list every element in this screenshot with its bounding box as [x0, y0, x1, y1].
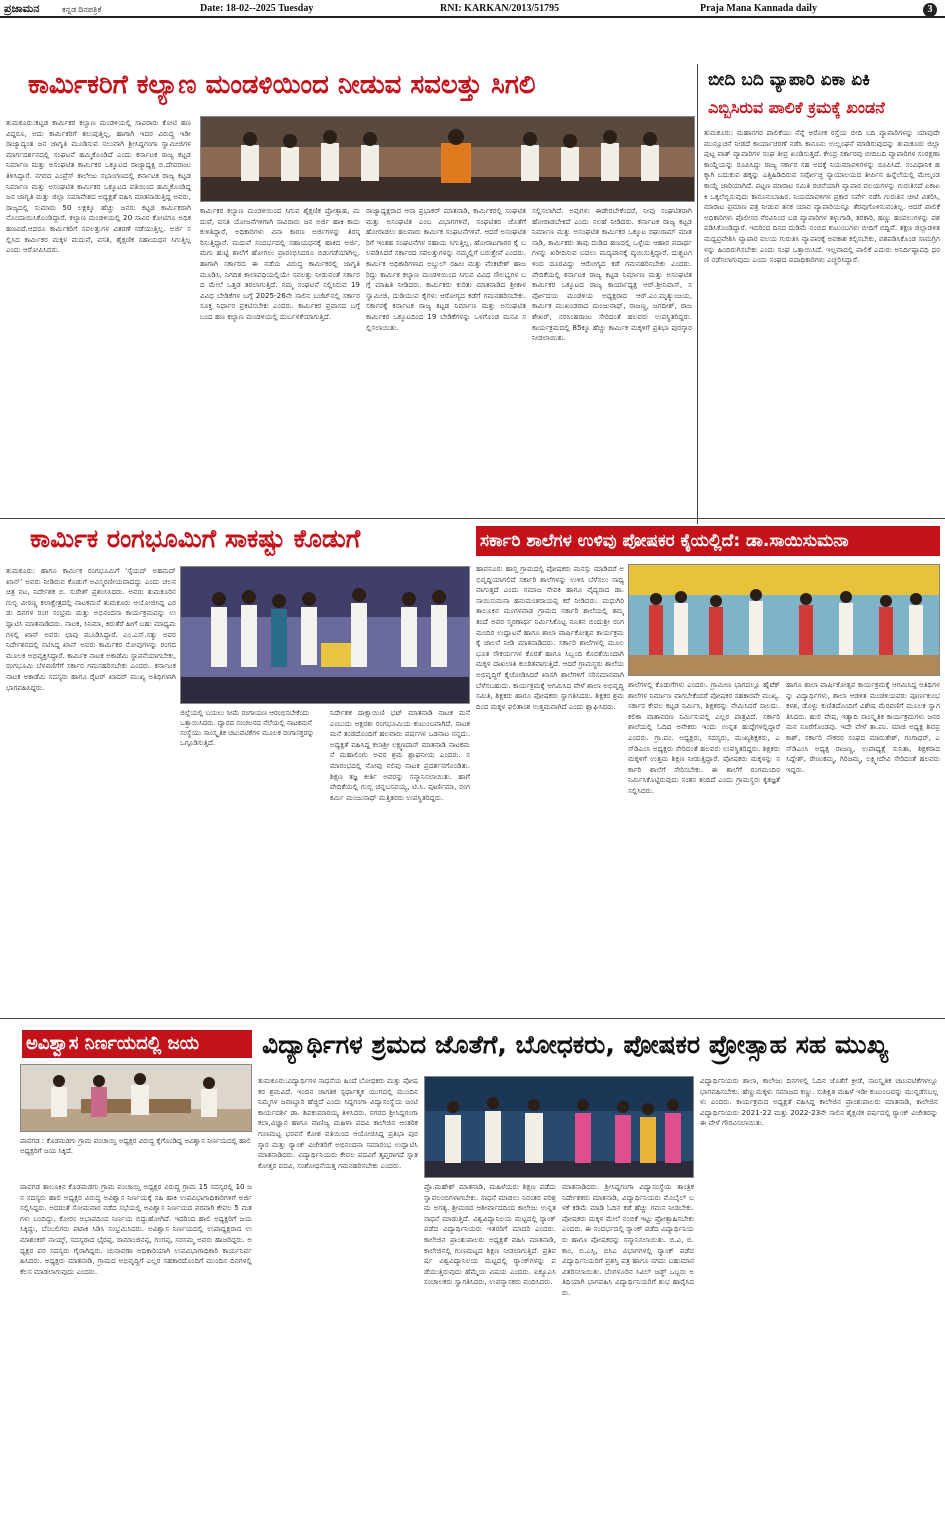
- story3-headline: ಕಾರ್ಮಿಕ ರಂಗಭೂಮಿಗೆ ಸಾಕಷ್ಟು ಕೊಡುಗೆ: [30, 526, 361, 553]
- issue-date: Date: 18-02--2025 Tuesday: [200, 3, 314, 14]
- column-divider: [697, 64, 698, 524]
- story6-col4: ವಿದ್ಯಾರ್ಥಿನಿಯರು ಶಾಲಾ, ಕಾಲೇಜು ದಿನಗಳಲ್ಲಿ ಓದಿನ ಜೊತೆಗೆ ಕ್ರೀಡೆ, ಸಾಂಸ್ಕೃತಿಕ ಚಟುವಟಿಕೆಗಳಲ್ಲೂ ಭಾಗವಹಿಸಬೇಕು. ಹೆಣ್ಣುಮಕ್ಕಳು ಸಮಾಜದ ಕಣ್ಣು. ಸುಶಿಕ್ಷಿತ ಮಹಿಳೆ ಇಡೀ ಕುಟುಂಬವನ್ನು ಮುನ್ನಡೆಸಬಲ್ಲಳು ಎಂದರು. ಕಾರ್ಯಕ್ರಮದ ಅಧ್ಯಕ್ಷತೆ ವಹಿಸಿದ್ದ ಕಾಲೇಜಿನ ಪ್ರಾಂಶುಪಾಲರು ಮಾತನಾಡಿ, ಕಾಲೇಜಿನ ವಿದ್ಯಾರ್ಥಿನಿಯರು 2021-22 ಮತ್ತು 2022-23ನೇ ಸಾಲಿನ ಶೈಕ್ಷಣಿಕ ವರ್ಷದಲ್ಲಿ ರ್‍ಯಾಂಕ್ ವಿಜೇತರನ್ನು ಈ ವೇಳೆ ಗೌರವಿಸಲಾಯಿತು.: [700, 1076, 938, 1128]
- paper-logo: ಪ್ರಜಾಮನ: [4, 3, 40, 15]
- story6-col1: ತುಮಕೂರು:ವಿದ್ಯಾರ್ಥಿಗಳ ಸಾಧನೆಯ ಹಿಂದೆ ಬೋಧಕರು ಮತ್ತು ಪೋಷಕರ ಶ್ರಮವಿದೆ. ಇಂದಿನ ಜಾಗತಿಕ ಸ್ಪರ್ಧಾತ್ಮಕ ಯುಗದಲ್ಲಿ ಮುಂದಿನ ನಿಮ್ಮಗಳ ಜವಾಬ್ದಾರಿ ಹೆಚ್ಚಿದೆ ಎಂದು ಸಿದ್ದಗಂಗಾ ವಿದ್ಯಾಸಂಸ್ಥೆಯ ಜಂಟಿ ಕಾರ್ಯದರ್ಶಿ ಡಾ. ಶಿವಕುಮಾರಯ್ಯ ತಿಳಿಸಿದರು. ನಗರದ ಶ್ರೀಸಿದ್ದಗಂಗಾ ಕಲಾ,ವಿಜ್ಞಾನ ಹಾಗೂ ವಾಣಿಜ್ಯ ಮಹಿಳಾ ಪದವಿ ಕಾಲೇಜಿನ ಆಂತರಿಕ ಗುಣಮಟ್ಟ ಭರವಸೆ ಕೋಶ ವತಿಯಿಂದ ಆಯೋಜಿಸಿದ್ದ ಪ್ರತಿಭಾ ಪುರಸ್ಕಾರ ಮತ್ತು ರ್‍ಯಾಂಕ್ ವಿಜೇತರಿಗೆ ಅಭಿನಂದನಾ ಸಮಾರಂಭ ಉದ್ಘಾಟಿಸಿ ಮಾತನಾಡಿದರು. ವಿದ್ಯಾರ್ಥಿನಿಯರು ಕೇವಲ ಪದವಿಗೆ ತೃಪ್ತರಾಗದೆ ಸ್ನಾತಕೋತ್ತರ ಪದವಿ, ಸಂಶೋಧನೆಯತ್ತ ಗಮನಹರಿಸಬೇಕು ಎಂದರು.: [258, 1076, 418, 1170]
- story5-body: ಪಾವಗಡ ತಾಲೂಕಿನ ಕೊಡಮಡಗು ಗ್ರಾಮ ಪಂಚಾಯ್ತಿ ಅಧ್ಯಕ್ಷರ ವಿರುದ್ಧ ಗ್ರಾಮ 15 ಸದಸ್ಯರಲ್ಲಿ 10 ಜನ ಸದಸ್ಯರು ಹಾಲಿ ಅಧ್ಯಕ್ಷರ ವಿರುದ್ಧ ಅವಿಶ್ವಾಸ ನಿರ್ಣಯಕ್ಕೆ ಸಹಿ ಹಾಕಿ ಉಪವಿಭಾಗಾಧಿಕಾರಿಗಳಿಗೆ ಅರ್ಜಿ ಸಲ್ಲಿಸಿದ್ದರು. ಅದರಂತೆ ಸೋಮವಾರ ನಡೆದ ಸಭೆಯಲ್ಲಿ ಅವಿಶ್ವಾಸ ನಿರ್ಣಯದ ಪರವಾಗಿ ಕೇವಲ 5 ಮತಗಳು ಬಂದಿದ್ದು, ಕೋರಂ ಅಭಾವದಿಂದ ನಿರ್ಣಯ ಬಿದ್ದುಹೋಗಿದೆ. ಇದರಿಂದ ಹಾಲಿ ಅಧ್ಯಕ್ಷರಿಗೆ ಜಯ ಸಿಕ್ಕಿದ್ದು, ಬೆಂಬಲಿಗರು ಪಟಾಕಿ ಸಿಡಿಸಿ ಸಂಭ್ರಮಿಸಿದರು. ಅವಿಶ್ವಾಸ ನಿರ್ಣಯದಲ್ಲಿ ಉಪಾಧ್ಯಕ್ಷರಾದ ಉಮಾಶಂಕರ್ ನಾಯ್ಕ್, ಸದಸ್ಯರಾದ ಭೈರಪ್ಪ, ರಾಮಾಂಜಿನಪ್ಪ, ಗಂಗಪ್ಪ, ಸರಸಮ್ಮ ಅವರು ಹಾಜರಿದ್ದರು. ಅಧ್ಯಕ್ಷರ ಪರ ಸದಸ್ಯರು ಗೈರಾಗಿದ್ದರು. ಚುನಾವಣಾ ಅಧಿಕಾರಿಯಾಗಿ ಉಪವಿಭಾಗಾಧಿಕಾರಿ ಕಾರ್ಯನಿರ್ವಹಿಸಿದರು. ಅಧ್ಯಕ್ಷರು ಮಾತನಾಡಿ, ಗ್ರಾಮದ ಅಭಿವೃದ್ಧಿಗೆ ಎಲ್ಲರ ಸಹಕಾರದೊಂದಿಗೆ ಮುಂದಿನ ದಿನಗಳಲ್ಲಿ ಕೆಲಸ ಮಾಡಲಾಗುವುದು ಎಂದರು.: [20, 1182, 252, 1276]
- story1-col4: ಸಲ್ಲಿಸಲಾಗಿದೆ. ಅವುಗಳು ಈಡೇರಬೇಕೆಂದರೆ, ನೀವು ಸಂಘಟಿತರಾಗಿ ಹೋರಾಡಬೇಕಿದೆ ಎಂದು ಸಲಹೆ ನೀಡಿದರು. ಕರ್ನಾಟಕ ರಾಜ್ಯ ಕಟ್ಟಡ ನಿರ್ಮಾಣ ಮತ್ತು ಅಸಂಘಟಿತ ಕಾರ್ಮಿಕರ ಒಕ್ಕೂಟ ರಘುರಾಮ್ ಮಾತನಾಡಿ, ಕಾರ್ಮಿಕರು ತಾವು ದುಡಿದ ಹಣದಲ್ಲಿ ಒಳ್ಳೆಯ ಆಹಾರ ಪದಾರ್ಥಗಳನ್ನು ಖರೀದಿಸುವ ಬದಲು ಮದ್ಯಪಾನಕ್ಕೆ ವ್ಯಯಿಸುತ್ತಿದ್ದಾರೆ. ದುಶ್ಚಟಗಳಿಂದ ದೂರವಿದ್ದು ಆರೋಗ್ಯದ ಕಡೆ ಗಮನಹರಿಸಬೇಕು ಎಂದರು. ವೇದಿಕೆಯಲ್ಲಿ ಕರ್ನಾಟಕ ರಾಜ್ಯ ಕಟ್ಟಡ ನಿರ್ಮಾಣ ಮತ್ತು ಅಸಂಘಟಿತ ಕಾರ್ಮಿಕರ ಒಕ್ಕೂಟದ ರಾಜ್ಯ ಕಾರ್ಯಾಧ್ಯಕ್ಷ ಆರ್.ಶ್ರೀನಿವಾಸ್, ಸರ್ವೋದಯ ಮಂಡಳಿಯ ಅಧ್ಯಕ್ಷರಾದ ಆರ್.ಎಂ.ಮೃತ್ಯುಂಜಯ, ಕಾರ್ಮಿಕ ಮುಖಂಡರಾದ ಮಂಜುನಾಥ್, ರಾಜಣ್ಣ, ಜಗದೀಶ್, ರಾಜಶೇಖರ್, ನರಸಿಂಹರಾಜು ಸೇರಿದಂತೆ ಹಲವರು ಉಪಸ್ಥಿತರಿದ್ದರು. ಕಾರ್ಯಕ್ರಮದಲ್ಲಿ 85ಕ್ಕೂ ಹೆಚ್ಚು ಕಾರ್ಮಿಕ ಮಕ್ಕಳಿಗೆ ಪ್ರತಿಭಾ ಪುರಸ್ಕಾರ ನೀಡಲಾಯಿತು.: [532, 206, 692, 343]
- story2-body: ತುಮಕೂರು: ಮಹಾನಗರ ಪಾಲಿಕೆಯು ನೆನ್ನೆ ಅರೋಕ ರಸ್ತೆಯ ಬೀದಿ ಬದಿ ವ್ಯಾಪಾರಿಗಳನ್ನು ಯಾವುದೇ ಮುನ್ಸೂಚನೆ ನೀಡದೆ ಕಾರ್ಯಾಚರಣೆ ನಡೆಸಿ ಕಾನೂನು ಉಲ್ಲಂಘನೆ ಮಾಡಿರುವುದನ್ನು ತುಮಕೂರು ಜಿಲ್ಲಾ ಪುಟ್ಟ ಪಾತ್ ವ್ಯಾಪಾರಿಗಳ ಸಂಘ ತೀವ್ರ ಖಂಡಿಸುತ್ತದೆ. ಕೇಂದ್ರ ಸರ್ಕಾರವು ಬೀದಿಬದಿ ವ್ಯಾಪಾರಿಗಳ ಸಂರಕ್ಷಣಾ ಕಾಯ್ದೆಯನ್ನು ರೂಪಿಸಿದ್ದು ರಾಜ್ಯ ಸರ್ಕಾರ ಸಹ ಅದಕ್ಕೆ ನಿಯಮಾವಳಿಗಳನ್ನು ರೂಪಿಸಿದೆ. ಸಂವಿಧಾನಿಕ ಹಕ್ಕಾಗಿ ಬದುಕುವ ಹಕ್ಕನ್ನು ಎತ್ತಿಹಿಡಿದಿರುವ ಸರ್ವೋಚ್ಛ ನ್ಯಾಯಾಲಯದ ತೀರ್ಪಿನ ಹಿನ್ನೆಲೆಯಲ್ಲಿ ಮೇಲ್ಕಂಡ ಕಾಯ್ದೆ ಜಾರಿಯಾಗಿದೆ. ಪಟ್ಟಣ ಮಾರಾಟ ಸಮಿತಿ ರಚನೆಯಾಗಿ ವ್ಯಾಪಾರ ವಲಯಗಳನ್ನು ಗುರುತಿಸದೆ ಏಕಾಏಕಿ ಒಕ್ಕಲೆಬ್ಬಿಸುವುದು ಕಾನೂನುಬಾಹಿರ. ನಿಯಮಾವಳಿಗಳ ಪ್ರಕಾರ ಸರ್ವೇ ನಡೆಸಿ ಗುರುತಿನ ಚೀಟಿ ವಿತರಿಸಿ, ಮಾರಾಟ ಪ್ರಮಾಣ ಪತ್ರ ನೀಡುವ ತನಕ ಯಾವ ವ್ಯಾಪಾರಿಯನ್ನೂ ತೆರವುಗೊಳಿಸುವಂತಿಲ್ಲ. ಆದರೆ ಪಾಲಿಕೆ ಅಧಿಕಾರಿಗಳು ಪೊಲೀಸರ ನೆರವಿನಿಂದ ಬಡ ವ್ಯಾಪಾರಿಗಳ ತಳ್ಳುಗಾಡಿ, ತರಕಾರಿ, ಹಣ್ಣು ಹಂಪಲುಗಳನ್ನು ವಶಪಡಿಸಿಕೊಂಡಿದ್ದಾರೆ. ಇದರಿಂದ ದಿನದ ದುಡಿಮೆ ನಂಬಿದ ಕುಟುಂಬಗಳು ಬೀದಿಗೆ ಬಿದ್ದಿವೆ. ತಕ್ಷಣ ಜಿಲ್ಲಾಡಳಿತ ಮಧ್ಯಪ್ರವೇಶಿಸಿ ವ್ಯಾಪಾರ ವಲಯ ಗುರುತಿಸಿ ವ್ಯಾಪಾರಕ್ಕೆ ಅವಕಾಶ ಕಲ್ಪಿಸಬೇಕು, ವಶಪಡಿಸಿಕೊಂಡ ಸಾಮಗ್ರಿಗಳನ್ನು ಹಿಂದಿರುಗಿಸಬೇಕು ಎಂದು ಸಂಘ ಒತ್ತಾಯಿಸಿದೆ. ಇಲ್ಲವಾದಲ್ಲಿ ಪಾಲಿಕೆ ಎದುರು ಅನಿರ್ದಿಷ್ಟಾವಧಿ ಧರಣಿ ನಡೆಸಲಾಗುವುದು ಎಂದು ಸಂಘದ ಪದಾಧಿಕಾರಿಗಳು ಎಚ್ಚರಿಸಿದ್ದಾರೆ.: [704, 128, 940, 265]
- story1-col3: ರಾಜ್ಯಾಧ್ಯಕ್ಷರಾದ ಆನಾ ಪ್ರಭಾಕರ್ ಮಾತನಾಡಿ, ಕಾರ್ಮಿಕರಲ್ಲಿ ಸಂಘಟಿತ ಮತ್ತು ಅಸಂಘಟಿತ ಎಂಬ ವಿಭಾಗಗಳಿವೆ, ಸಂಘಟಿತರ ಜೊತೆಗೆ ಹೋರಾಡಲು ಹಲವಾರು ಕಾರ್ಮಿಕ ಸಂಘಟನೆಗಳಿವೆ. ಆದರೆ ಅಸಂಘಟಿತರಿಗೆ ಇಂತಹ ಸಂಘಟನೆಗಳ ಸಹಾಯ ಸಿಗುತ್ತಿಲ್ಲ. ಹೋರಾಟಗಾರರ ಕೈ ಬಲಪಡಿಸಿದರೆ ಸರ್ಕಾರದ ಸವಲತ್ತುಗಳನ್ನು ನಮ್ಮಲ್ಲಿಗೆ ಬರುತ್ತೇವೆ ಎಂದರು. ಕಾರ್ಮಿಕ ಅಧಿಕಾರಿಗಳಾದ ಅಬ್ದುಲ್ ರಹೀಂ ಮತ್ತು ವೆಂಕಟೇಶ್ ಹಾಜರಿದ್ದು ಕಾರ್ಮಿಕ ಕಲ್ಯಾಣ ಮಂಡಳಿಯಿಂದ ಸಿಗುವ ವಿವಿಧ ಸೌಲಭ್ಯಗಳ ಬಗ್ಗೆ ಮಾಹಿತಿ ನೀಡಿದರು. ಕಾರ್ಮಿಕರು ಕುರಿತು ಮಾತನಾಡಿದ ಶ್ರೀಕಾಳ ಸ್ವಾಮೀಜಿ, ದುಡಿಯುವ ಕೈಗಳು ಆರೋಗ್ಯದ ಕಡೆಗೆ ಗಮನಹರಿಸಬೇಕು. ಸರ್ಕಾರಕ್ಕೆ ಕರ್ನಾಟಕ ರಾಜ್ಯ ಕಟ್ಟಡ ನಿರ್ಮಾಣ ಮತ್ತು ಅಸಂಘಟಿತ ಕಾರ್ಮಿಕರ ಒಕ್ಕೂಟದಿಂದ 19 ಬೇಡಿಕೆಗಳನ್ನು ಒಳಗೊಂಡ ಮನವಿ ಸಲ್ಲಿಸಲಾಯಿತು.: [366, 206, 526, 332]
- story1-headline: ಕಾರ್ಮಿಕರಿಗೆ ಕಲ್ಯಾಣ ಮಂಡಳಿಯಿಂದ ನೀಡುವ ಸವಲತ್ತು ಸಿಗಲಿ: [28, 72, 536, 100]
- story6-col2: ಪ್ರೊ.ಮಹೇಶ್ ಮಾತನಾಡಿ, ಮಹಿಳೆಯರು ಶಿಕ್ಷಣ ಪಡೆದು ಸ್ವಾವಲಂಬಿಗಳಾಗಬೇಕು. ಸಾಧನೆ ಮಾಡಲು ನಿರಂತರ ಪರಿಶ್ರಮ ಅಗತ್ಯ. ಶ್ರೀಮಠದ ಆಶೀರ್ವಾದದಿಂದ ಕಾಲೇಜು ಉನ್ನತ ಸಾಧನೆ ಮಾಡುತ್ತಿದೆ. ವಿಶ್ವವಿದ್ಯಾನಿಲಯ ಮಟ್ಟದಲ್ಲಿ ರ್‍ಯಾಂಕ್ ಪಡೆದ ವಿದ್ಯಾರ್ಥಿನಿಯರು ಇತರರಿಗೆ ಮಾದರಿ ಎಂದರು. ಕಾಲೇಜಿನ ಪ್ರಾಂಶುಪಾಲರು ಅಧ್ಯಕ್ಷತೆ ವಹಿಸಿ ಮಾತನಾಡಿ, ಕಾಲೇಜಿನಲ್ಲಿ ಗುಣಮಟ್ಟದ ಶಿಕ್ಷಣ ನೀಡಲಾಗುತ್ತಿದೆ. ಪ್ರತಿವರ್ಷ ವಿಶ್ವವಿದ್ಯಾನಿಲಯ ಮಟ್ಟದಲ್ಲಿ ರ್‍ಯಾಂಕ್‌ಗಳನ್ನು ಪಡೆಯುತ್ತಿರುವುದು ಹೆಮ್ಮೆಯ ವಿಷಯ ಎಂದರು. ಐಕ್ಯೂಎಸಿ ಸಂಚಾಲಕರು ಸ್ವಾಗತಿಸಿದರು, ಉಪನ್ಯಾಸಕರು ವಂದಿಸಿದರು.: [424, 1182, 556, 1287]
- masthead: [0, 0, 945, 18]
- story5-headline: ಅವಿಶ್ವಾಸ ನಿರ್ಣಯದಲ್ಲಿ ಜಯ: [22, 1030, 252, 1058]
- story6-col3: ಮಾತನಾಡಿದರು. ಶ್ರೀಸಿದ್ದಗಂಗಾ ವಿದ್ಯಾಸಂಸ್ಥೆಯ ತಾಂತ್ರಿಕ ನಿರ್ದೇಶಕರು ಮಾತನಾಡಿ, ವಿದ್ಯಾರ್ಥಿನಿಯರು ಮೊಬೈಲ್ ಬಳಕೆ ಕಡಿಮೆ ಮಾಡಿ ಓದಿನ ಕಡೆ ಹೆಚ್ಚು ಗಮನ ನೀಡಬೇಕು. ಪೋಷಕರು ಮಕ್ಕಳ ಮೇಲೆ ನಂಬಿಕೆ ಇಟ್ಟು ಪ್ರೋತ್ಸಾಹಿಸಬೇಕು ಎಂದರು. ಈ ಸಂದರ್ಭದಲ್ಲಿ ರ್‍ಯಾಂಕ್ ಪಡೆದ ವಿದ್ಯಾರ್ಥಿನಿಯರು ಹಾಗೂ ಪೋಷಕರನ್ನು ಸನ್ಮಾನಿಸಲಾಯಿತು. ಬಿ.ಎ, ಬಿ.ಕಾಂ, ಬಿ.ಎಸ್ಸಿ, ಬಿಸಿಎ ವಿಭಾಗಗಳಲ್ಲಿ ರ್‍ಯಾಂಕ್ ಪಡೆದ ವಿದ್ಯಾರ್ಥಿನಿಯರಿಗೆ ಪ್ರಶಸ್ತಿ ಪತ್ರ ಹಾಗೂ ನಗದು ಬಹುಮಾನ ವಿತರಿಸಲಾಯಿತು. ಬೆಂಗಳೂರಿನ ಸಿವಿಲ್ ಜಡ್ಜ್ ಒಬ್ಬರು ಅತಿಥಿಯಾಗಿ ಭಾಗವಹಿಸಿ ವಿದ್ಯಾರ್ಥಿನಿಯರಿಗೆ ಶುಭ ಹಾರೈಸಿದರು.: [562, 1182, 694, 1297]
- story1-col1: ತುಮಕೂರು:ಕಟ್ಟಡ ಕಾರ್ಮಿಕರ ಕಲ್ಯಾಣ ಮಂಡಳಿಯಲ್ಲಿ ಸಾವಿರಾರು ಕೋಟಿ ಹಣವಿದ್ದರೂ, ಅದು ಕಾರ್ಮಿಕರಿಗೆ ತಲುಪುತ್ತಿಲ್ಲ, ಹಾಗಾಗಿ ಇದರ ವಿರುದ್ಧ ಇಡೀ ರಾಜ್ಯಾದ್ಯಂತ ಜನ ಜಾಗೃತಿ ಮೂಡಿಸುವ ಸಲುವಾಗಿ ಶ್ರೀಸಿದ್ದಗಂಗಾ ಸ್ವಾಮೀಜಿಗಳ ಮಾರ್ಗದರ್ಶನದಲ್ಲಿ ಸಂಘಟನೆ ಹಮ್ಮಿಕೊಂಡಿದೆ ಎಂದು ಕರ್ನಾಟಕ ರಾಜ್ಯ ಕಟ್ಟಡ ನಿರ್ಮಾಣ ಮತ್ತು ಅಸಂಘಟಿತ ಕಾರ್ಮಿಕರ ಒಕ್ಕೂಟದ ರಾಜ್ಯಾಧ್ಯಕ್ಷ ಬಿ.ದೇವರಾಜು ತಿಳಿಸಿದ್ದಾರೆ. ನಗರದ ಎಂಪ್ರೆಸ್ ಕಾಲೇಜು ಸಭಾಂಗಣದಲ್ಲಿ ಕರ್ನಾಟಕ ರಾಜ್ಯ ಕಟ್ಟಡ ನಿರ್ಮಾಣ ಮತ್ತು ಅಸಂಘಟಿತ ಕಾರ್ಮಿಕರ ಒಕ್ಕೂಟದ ವತಿಯಿಂದ ಹಮ್ಮಿಕೊಂಡಿದ್ದ ಜನ ಜಾಗೃತಿ ಮತ್ತು ಜಿಲ್ಲಾ ಸಮಾವೇಶದ ಅಧ್ಯಕ್ಷತೆ ವಹಿಸಿ ಮಾತನಾಡುತ್ತಿದ್ದ ಅವರು,ರಾಜ್ಯದಲ್ಲಿ ಸುಮಾರು 50 ಲಕ್ಷಕ್ಕೂ ಹೆಚ್ಚು ಜನರು ಕಟ್ಟಡ ಕಾರ್ಮಿಕರಾಗಿ ನೊಂದಾಯಿಸಿಕೊಂಡಿದ್ದಾರೆ. ಕಲ್ಯಾಣ ಮಂಡಳಿಯಲ್ಲಿ 20 ಸಾವಿರ ಕೋಟಿಗೂ ಅಧಿಕ ಹಣವಿದೆ.ಆದರೂ ಕಾರ್ಮಿಕರಿಗೆ ಸವಲತ್ತುಗಳ ವಿತರಣೆ ನಡೆಯುತ್ತಿಲ್ಲ. ಅರ್ಜಿ ಸಲ್ಲಿಸಿದ ಕಾರ್ಮಿಕರ ಮಕ್ಕಳ ಮದುವೆ, ವಸತಿ, ಶೈಕ್ಷಣಿಕ ಸಹಾಯಧನ ಸಿಗುತ್ತಿಲ್ಲ ಎಂದು ಆರೋಪಿಸಿದರು.: [6, 118, 191, 255]
- story2-subhead: ಎಬ್ಬಿಸಿರುವ ಪಾಲಿಕೆ ಕ್ರಮಕ್ಕೆ ಖಂಡನೆ: [708, 100, 885, 117]
- story4-col1: ಹಾವನೂರ: ಹಾಸ್ತ ಗ್ರಾಮದಲ್ಲಿ ಪೋಷಕರು ಮನಸ್ಸು ಮಾಡಿದರೆ ಅಭಿವೃದ್ದಿಯಾಗಲಿದೆ ಸರ್ಕಾರಿ ಶಾಲೆಗಳನ್ನು ಉಳಿಸಿ ಬೆಳೆಸಲು ಸಾಧ್ಯವಾಗುತ್ತದೆ ಎಂದು ಸಮಾಜ ಸೇವಕಿ ಹಾಗೂ ವೈದ್ಯರಾದ ಡಾ.ಸಾಯಿಸುಮನಾ ಹನುಮಂತರಾಯಪ್ಪ ಕರೆ ನೀಡಿದರು. ಮಧುಗಿರಿ ತಾಲೂಕಿನ ಮಂಗಳವಾಡ ಗ್ರಾಮದ ಸರ್ಕಾರಿ ಶಾಲೆಯಲ್ಲಿ ತಮ್ಮ ತಂದೆ ಅವರ ಸ್ಮರಣಾರ್ಥ ನಿರ್ಮಿಸಿಕೊಟ್ಟ ನೂತನ ಬಿಂದುಶ್ರೀ ರಂಗಮಂದಿರ ಉದ್ಘಾಟನೆ ಹಾಗೂ ಶಾಲಾ ವಾರ್ಷಿಕೋತ್ಸವ ಕಾರ್ಯಕ್ರಮಕ್ಕೆ ಚಾಲನೆ ನೀಡಿ ಮಾತನಾಡಿದರು. ಸರ್ಕಾರಿ ಶಾಲೆಗಳಲ್ಲಿ ಮೂಲಭೂತ ಸೌಕರ್ಯಗಳ ಕೊರತೆ ಹಾಗೂ ಸಿಬ್ಬಂದಿ ಕೊರತೆಯಿಂದಾಗಿ ಮಕ್ಕಳ ದಾಖಲಾತಿ ಕುಂಠಿತವಾಗುತ್ತಿದೆ. ಆದರೆ ಗ್ರಾಮಸ್ಥರು ಶಾಲೆಯ ಅಭಿವೃದ್ಧಿಗೆ ಕೈಜೋಡಿಸಿದರೆ ಖಾಸಗಿ ಶಾಲೆಗಳಿಗೆ ಸರಿಸಮಾನವಾಗಿ ಬೆಳೆಸಬಹುದು. ಕಾರ್ಯಕ್ರಮಕ್ಕೆ ಆಗಮಿಸಿದ ವೇಳೆ ಶಾಲಾ ಅಭಿವೃದ್ಧಿ ಸಮಿತಿ, ಶಿಕ್ಷಕರು ಹಾಗೂ ಪೋಷಕರು ಸ್ವಾಗತಿಸಿದರು. ಶಿಕ್ಷಕರ ಶ್ರಮದಿಂದ ಮಕ್ಕಳ ಫಲಿತಾಂಶ ಉತ್ತಮವಾಗಿದೆ ಎಂದು ಶ್ಲಾಘಿಸಿದರು.: [476, 564, 624, 711]
- story5-photo: [20, 1064, 252, 1132]
- story6-headline: ವಿದ್ಯಾರ್ಥಿಗಳ ಶ್ರಮದ ಜೊತೆಗೆ, ಬೋಧಕರು, ಪೋಷಕರ ಪ್ರೋತ್ಸಾಹ ಸಹ ಮುಖ್ಯ: [262, 1032, 889, 1059]
- story4-photo: [628, 564, 940, 676]
- story5-caption: ಪಾವಗಡ : ಕೊಡಮಡಗು ಗ್ರಾಮ ಪಂಚಾಯ್ತಿ ಅಧ್ಯಕ್ಷರ ವಿರುದ್ಧ ಕೈಗೊಂಡಿದ್ದ ಅವಿಶ್ವಾಸ ನಿರ್ಣಯದಲ್ಲಿ ಹಾಲಿ ಅಧ್ಯಕ್ಷರಿಗೆ ಜಯ ಸಿಕ್ಕಿದೆ.: [20, 1137, 251, 1155]
- story4-col2: ಶಾಲೆಗಳಲ್ಲಿ ಕೊಡುಗೆಗಳು ಎಂದರು. ಗ್ರಾಮೀಣ ಭಾಗದಲ್ಲೂ ಹೈಟೆಕ್ ಶಾಲೆಗಳ ನಿರ್ಮಾಣ ವಾಗಬೇಕೆಂದರೆ ಪೋಷಕರ ಸಹಕಾರವೇ ಮುಖ್ಯ. ಸರ್ಕಾರ ಕೇವಲ ಕಟ್ಟಡ ನಿರ್ಮಿಸಿ, ಶಿಕ್ಷಕರನ್ನು ನೇಮಿಸಿದರೆ ಸಾಲದು. ಕಲಿಕಾ ವಾತಾವರಣ ನಿರ್ಮಿಸುವಲ್ಲಿ ಎಲ್ಲರ ಪಾತ್ರವಿದೆ. ಸರ್ಕಾರಿ ಶಾಲೆಯಲ್ಲಿ ಓದಿದ ಅನೇಕರು ಇಂದು ಉನ್ನತ ಹುದ್ದೆಗಳಲ್ಲಿದ್ದಾರೆ ಎಂದರು. ಗ್ರಾ.ಪಂ. ಅಧ್ಯಕ್ಷರು, ಸದಸ್ಯರು, ಮುಖ್ಯಶಿಕ್ಷಕರು, ಎಸ್‌ಡಿಎಂಸಿ ಅಧ್ಯಕ್ಷರು ಸೇರಿದಂತೆ ಹಲವರು ಉಪಸ್ಥಿತರಿದ್ದರು. ಶಿಕ್ಷಕರು ಮಕ್ಕಳಿಗೆ ಉತ್ತಮ ಶಿಕ್ಷಣ ನೀಡುತ್ತಿದ್ದಾರೆ. ಪೋಷಕರು ಮಕ್ಕಳನ್ನು ಸರ್ಕಾರಿ ಶಾಲೆಗೆ ಸೇರಿಸಬೇಕು. ಈ ಶಾಲೆಗೆ ರಂಗಮಂದಿರ ನಿರ್ಮಿಸಿಕೊಟ್ಟಿರುವುದು ಸಂತಸ ತಂದಿದೆ ಎಂದು ಗ್ರಾಮಸ್ಥರು ಕೃತಜ್ಞತೆ ಸಲ್ಲಿಸಿದರು.: [628, 680, 780, 795]
- story4-headline: ಸರ್ಕಾರಿ ಶಾಲೆಗಳ ಉಳಿವು ಪೋಷಕರ ಕೈಯಲ್ಲಿದೆ: ಡಾ.ಸಾಯಿಸುಮನಾ: [476, 526, 940, 556]
- rni-number: RNI: KARKAN/2013/51795: [440, 3, 560, 14]
- story3-col3: ನಿರ್ದೇಶಕ ದಾಕ್ಷಾಯಿಣಿ ಭಟ್ ಮಾತನಾಡಿ ನಾಟಕ ಮನೆ ಎಂಬುದು ಅಕ್ಷರಶಃ ರಂಗಭೂಮಿಯ ಕುಟುಂಬವಾಗಿದೆ. ನಾಟಕ ಮನೆ ತಂಡದೊಂದಿಗೆ ಹಲವಾರು ವರ್ಷಗಳ ಒಡನಾಟ ನನ್ನದು. ಅಧ್ಯಕ್ಷತೆ ವಹಿಸಿದ್ದ ಕಲಾಶ್ರೀ ಲಕ್ಷ್ಮಣದಾಸ್ ಮಾತನಾಡಿ ನಾಟಕಮನೆ ಮಹಾಲಿಂಗು ಅವರ ಶ್ರಮ ಶ್ಲಾಘನೀಯ ಎಂದರು. ಸಮಾರಂಭದಲ್ಲಿ ನೋವು ನಲಿವು ನಾಟಕ ಪ್ರದರ್ಶನಗೊಂಡಿತು. ಶಿಕ್ಷಣ ತಜ್ಞ ಕೀರ್ತಿ ಅವರನ್ನು ಸನ್ಮಾನಿಸಲಾಯಿತು. ಹಾಗೆ ವೇದಿಕೆಯಲ್ಲಿ ಗುಬ್ಬಿ ಚನ್ನಬಸವಯ್ಯ, ಟಿ.ಸಿ. ಪೂರ್ಣಿಮಾ, ರಂಗಕರ್ಮಿ ಮಂಜುನಾಥ್ ಮತ್ತಿತರರು ಉಪಸ್ಥಿತರಿದ್ದರು.: [330, 708, 470, 802]
- story4-col3: ಹಾಗೂ ಶಾಲಾ ವಾರ್ಷಿಕೋತ್ಸವ ಕಾರ್ಯಕ್ರಮಕ್ಕೆ ಆಗಮಿಸಿದ್ದ ಅತಿಥಿಗಳನ್ನು ವಿದ್ಯಾರ್ಥಿಗಳು, ಶಾಲಾ ಆಡಳಿತ ಮಂಡಳಿಯವರು ಪೂರ್ಣಕುಂಭ ಕಳಶ, ಡೊಳ್ಳು ಕುಣಿತದೊಂದಿಗೆ ವಿಶೇಷ ಮೆರವಣಿಗೆ ಮೂಲಕ ಸ್ವಾಗತಿಸಿದರು. ಹುಲಿ ವೇಷ, ಇತ್ಯಾದಿ ಸಾಂಸ್ಕೃತಿಕ ಕಾರ್ಯಕ್ರಮಗಳು ಜನರ ಮನ ಸೂರೆಗೊಂಡವು. ಇದೇ ವೇಳೆ ತಾ.ಪಂ. ಮಾಜಿ ಅಧ್ಯಕ್ಷ ಶಿವಪ್ರಕಾಶ್, ಸರ್ಕಾರಿ ನೌಕರರ ಸಂಘದ ಮಾರುತೇಶ್, ಗಂಗಾಧರ್, ಎಸ್‌ಡಿಎಂಸಿ ಅಧ್ಯಕ್ಷ ರಾಜಣ್ಣ, ಉಪಾಧ್ಯಕ್ಷೆ ಸುನಿತಾ, ಶಿಕ್ಷಕರಾದ ಸಿದ್ದೇಶ್, ರೇಣುಕಮ್ಮ, ಗಿರಿಜಮ್ಮ, ಲಕ್ಷ್ಮೀದೇವಿ ಸೇರಿದಂತೆ ಹಲವರು ಇದ್ದರು.: [786, 680, 940, 774]
- story1-col2: ಕಾರ್ಮಿಕರ ಕಲ್ಯಾಣ ಮಂಡಳಿಯಿಂದ ಸಿಗುವ ಶೈಕ್ಷಣಿಕ ಪ್ರೋತ್ಸಾಹ, ಮದುವೆ, ವಸತಿ ಯೋಜನೆಗಳಿಗಾಗಿ ಸಾವಿರಾರು ಜನ ಅರ್ಜಿ ಹಾಕಿ ಕಾದು ಕುಳಿತಿದ್ದಾರೆ, ಅಧಿಕಾರಿಗಳು ವಿನಾ ಕಾರಣ ಅರ್ಜಿಗಳನ್ನು ತಿರಸ್ಕರಿಸುತ್ತಿದ್ದಾರೆ. ಮದುವೆ ಸಂದರ್ಭದಲ್ಲಿ ಸಹಾಯಧನಕ್ಕೆ ಹಾಕಿದ ಅರ್ಜಿ, ಮಗು ಹುಟ್ಟಿ ಶಾಲೆಗೆ ಹೋಗಲು ಪ್ರಾರಂಭಿಸಿದರೂ ಬಿಡುಗಡೆಯಾಗಿಲ್ಲ. ಹಾಗಾಗಿ ಸರ್ಕಾರದ ಈ ನಡೆಯ ವಿರುದ್ಧ ಕಾರ್ಮಿಕರಲ್ಲಿ ಜಾಗೃತಿ ಮೂಡಿಸಿ, ನಿಗದಿತ ಕಾಲಾವಧಿಯಲ್ಲಿಯೇ ಸವಲತ್ತು ನೀಡುವಂತೆ ಸರ್ಕಾರದ ಮೇಲೆ ಒತ್ತಡ ತರಲಾಗುತ್ತಿದೆ. ನಮ್ಮ ಸಂಘಟನೆ ಸಲ್ಲಿಸಿರುವ 19 ವಿವಿಧ ಬೇಡಿಕೆಗಳ ಬಗ್ಗೆ 2025-26ನೇ ಸಾಲಿನ ಬಜೆಟ್‌ನಲ್ಲಿ ಸರ್ಕಾರ ಸೂಕ್ತ ನಿರ್ಧಾರ ಪ್ರಕಟಿಸಬೇಕು ಎಂದರು. ಕಾರ್ಮಿಕರ ಪ್ರವಾಸದ ಬಗ್ಗೆ ಬಂದ ಹಣ ಕಲ್ಯಾಣ ಮಂಡಳಿಯಲ್ಲಿ ದುರ್ಬಳಕೆಯಾಗುತ್ತಿದೆ.: [200, 206, 360, 321]
- section-rule-2: [0, 1018, 945, 1019]
- story2-headline: ಬೀದಿ ಬದಿ ವ್ಯಾಪಾರಿ ಏಕಾ ಏಕಿ: [708, 72, 871, 90]
- paper-name: Praja Mana Kannada daily: [700, 3, 817, 14]
- story3-photo: [180, 566, 470, 704]
- section-rule: [0, 518, 945, 519]
- page-number-badge: 3: [923, 3, 937, 17]
- story4-col1b: [476, 800, 624, 1010]
- story3-caption: ಜಿಲ್ಲೆಯಲ್ಲಿ ಬಯಲು ಸೀಮೆ ರಂಗಾಯಣ ಆರಂಭಿಸಬೇಕೆಂದು ಒತ್ತಾಯಿಸಿದರು. ದ್ವಾರದ ಸಂಚಲನದ ನೆಲೆಯಲ್ಲಿ ನಾಟಕಮನೆ ಸಂಸ್ಥೆಯು ಸಾಂಸ್ಕೃತಿಕ ಚಟುವಟಿಕೆಗಳ ಮೂಲಕ ರಂಗಾಸಕ್ತರನ್ನು ಒಗ್ಗೂಡಿಸುತ್ತಿದೆ.: [180, 709, 315, 747]
- story1-photo: [200, 116, 695, 202]
- paper-logo-sub: ಕನ್ನಡ ದಿನಪತ್ರಿಕೆ: [62, 5, 102, 14]
- story6-photo: [424, 1076, 694, 1178]
- story3-col1: ತುಮಕೂರು: ಹಾಗೂ ಕಾರ್ಮಿಕ ರಂಗಭೂಮಿಗೆ ‘ಸೈಯದ್ ಅಹಮದ್ ಖಾನ್’ ಅವರು ನೀಡಿರುವ ಕೊಡುಗೆ ಅವಿಸ್ಮರಣೀಯವಾದದ್ದು ಎಂದು ಚಲನಚಿತ್ರ ನಟ, ನಿರ್ದೇಶಕ ಬಿ. ಸುರೇಶ್ ಪ್ರಶಂಸಿಸಿದರು. ಅವರು ತುಮಕೂರಿನ ಗುಬ್ಬಿ ವೀರಣ್ಣ ಕಲಾಕ್ಷೇತ್ರದಲ್ಲಿ ನಾಟಕಮನೆ ತುಮಕೂರು ಆಯೋಜಿಸಿದ್ದ ಎರಡು ದಿನಗಳ ರಂಗ ಸಂಭ್ರಮ ಮತ್ತು ಅಭಿನಂದನಾ ಕಾರ್ಯಕ್ರಮವನ್ನು ಉದ್ಘಾಟಿಸಿ ಮಾತನಾಡಿದರು. ನಾಟಕ, ಸಿನಿಮಾ, ಕಿರುತೆರೆ ಹೀಗೆ ಬಹು ಮಾಧ್ಯಮಗಳಲ್ಲಿ ಖಾನ್ ಅವರು ಛಾಪು ಮೂಡಿಸಿದ್ದಾರೆ. ಎಂ.ಎಸ್.ಸತ್ಯು ಅವರ ನಿರ್ದೇಶನದಲ್ಲಿ ನಟಿಸಿದ್ದ ಖಾನ್ ಅವರು ಕಾರ್ಮಿಕರ ನೋವುಗಳನ್ನು ರಂಗದ ಮೂಲಕ ಅಭಿವ್ಯಕ್ತಿಸಿದ್ದಾರೆ. ಕಾರ್ಮಿಕ ನಾಟಕ ಅಕಾಡೆಮಿ ಸ್ಥಾಪನೆಯಾಗಬೇಕು, ರಂಗಭೂಮಿ ಬೆಳವಣಿಗೆಗೆ ಸರ್ಕಾರ ಗಮನಹರಿಸಬೇಕು ಎಂದರು. ಕರ್ನಾಟಕ ನಾಟಕ ಅಕಾಡೆಮಿ ಸದಸ್ಯರು ಹಾಗೂ ರೈಟರ್ ಖಾದರ್ ಮುಖ್ಯ ಅತಿಥಿಗಳಾಗಿ ಭಾಗವಹಿಸಿದ್ದರು.: [6, 566, 176, 692]
